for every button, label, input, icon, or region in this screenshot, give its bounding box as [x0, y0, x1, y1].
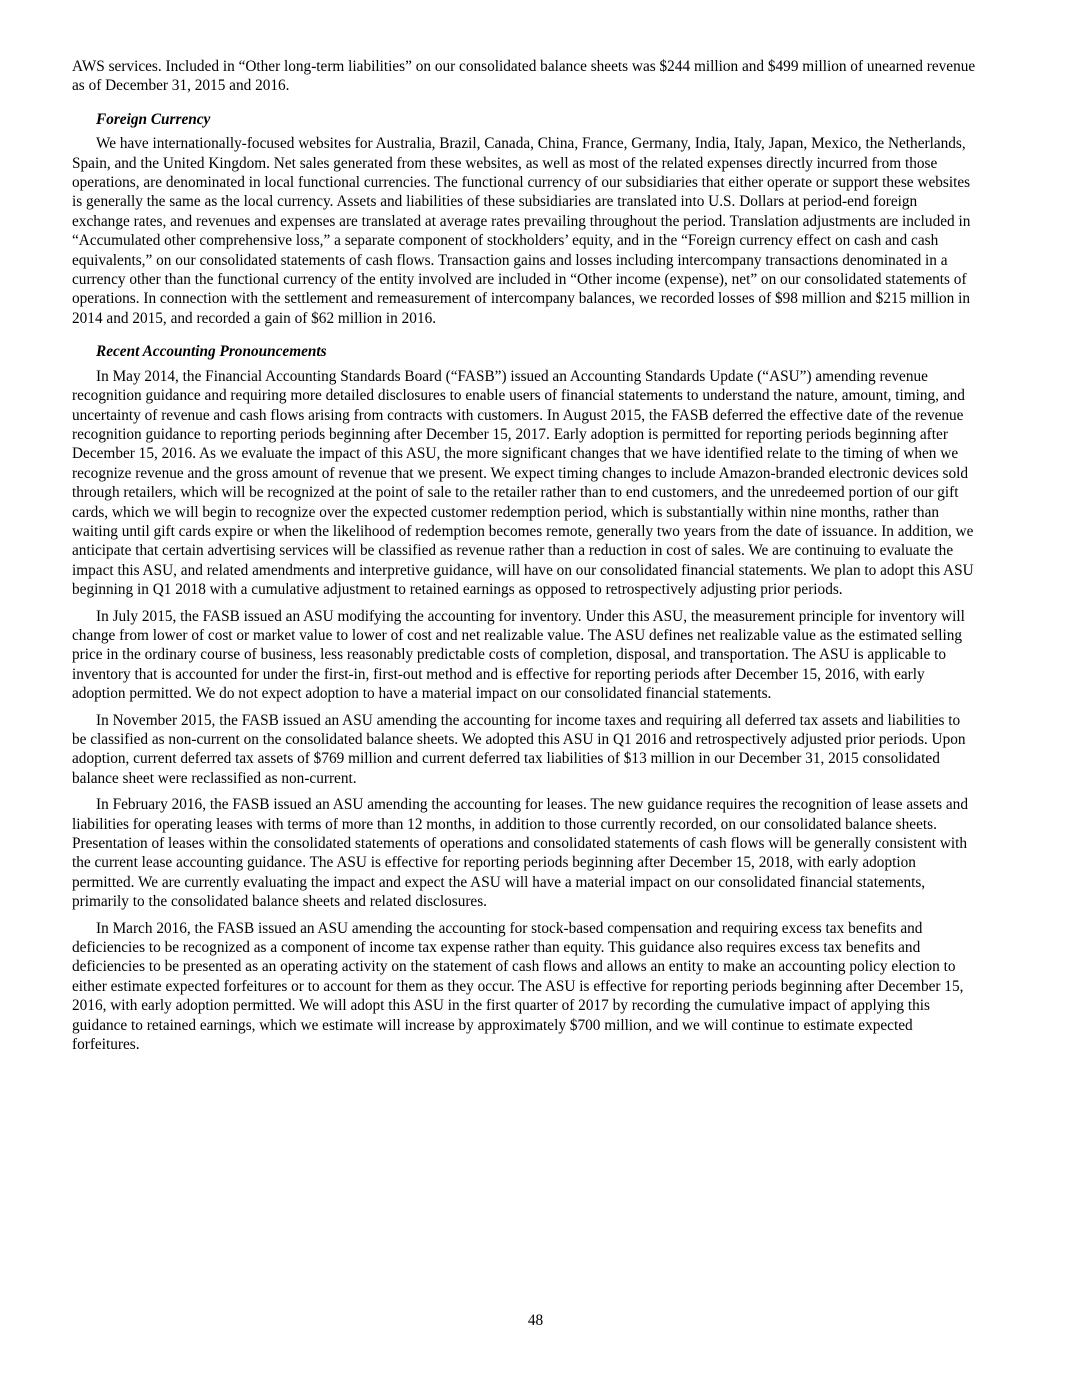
section-heading: Foreign Currency: [96, 110, 211, 128]
section-heading: Recent Accounting Pronouncements: [96, 343, 327, 361]
paragraph: In May 2014, the Financial Accounting Standards Board (“FASB”) issued an Accounting Standards Update (“ASU”) amending revenue recognition guidance and requiring more detailed disclosures to enable users of financial statements to understand the nature, amount, timing, and uncertainty of revenue and cash flows arising from contracts with customers. In August 2015, the FASB deferred the effective date of the revenue recognition guidance to reporting periods beginning after December 15, 2017. Early adoption is permitted for reporting periods beginning after December 15, 2016. As we evaluate the impact of this ASU, the more significant changes that we have identified relate to the timing of when we recognize revenue and the gross amount of revenue that we present. We expect timing changes to include Amazon-branded electronic devices sold through retailers, which will be recognized at the point of sale to the retailer rather than to end customers, and the unredeemed portion of our gift cards, which we will begin to recognize over the expected customer redemption period, which is substantially within nine months, rather than waiting until gift cards expire or when the likelihood of redemption becomes remote, generally two years from the date of issuance. In addition, we anticipate that certain advertising services will be classified as revenue rather than a reduction in cost of sales. We are continuing to evaluate the impact this ASU, and related amendments and interpretive guidance, will have on our consolidated financial statements. We plan to adopt this ASU beginning in Q1 2018 with a cumulative adjustment to retained earnings as opposed to retrospectively adjusting prior periods.: [72, 367, 974, 599]
section-recent-accounting-pronouncements: [72, 342, 977, 1054]
paragraph: In July 2015, the FASB issued an ASU modifying the accounting for inventory. Under this ASU, the measurement principle for inventory will change from lower of cost or market value to lower of cost and net realizable value. The ASU defines net realizable value as the estimated selling price in the ordinary course of business, less reasonably predictable costs of completion, disposal, and transportation. The ASU is applicable to inventory that is accounted for under the first-in, first-out method and is effective for reporting periods after December 15, 2016, with early adoption permitted. We do not expect adoption to have a material impact on our consolidated financial statements.: [72, 607, 965, 703]
paragraph: In November 2015, the FASB issued an ASU amending the accounting for income taxes and requiring all deferred tax assets and liabilities to be classified as non-current on the consolidated balance sheets. We adopted this ASU in Q1 2016 and retrospectively adjusted prior periods. Upon adoption, current deferred tax assets of $769 million and current deferred tax liabilities of $13 million in our December 31, 2015 consolidated balance sheet were reclassified as non-current.: [72, 711, 966, 787]
paragraph: In March 2016, the FASB issued an ASU amending the accounting for stock-based compensation and requiring excess tax benefits and deficiencies to be recognized as a component of income tax expense rather than equity. This guidance also requires excess tax benefits and deficiencies to be presented as an operating activity on the statement of cash flows and allows an entity to make an accounting policy election to either estimate expected forfeitures or to account for them as they occur. The ASU is effective for reporting periods beginning after December 15, 2016, with early adoption permitted. We will adopt this ASU in the first quarter of 2017 by recording the cumulative impact of applying this guidance to retained earnings, which we estimate will increase by approximately $700 million, and we will continue to estimate expected forfeitures.: [72, 919, 964, 1054]
paragraph: We have internationally-focused websites for Australia, Brazil, Canada, China, France, Germany, India, Italy, Japan, Mexico, the Netherlands, Spain, and the United Kingdom. Net sales generated from these websites, as well as most of the related expenses directly incurred from those operations, are denominated in local functional currencies. The functional currency of our subsidiaries that either operate or support these websites is generally the same as the local currency. Assets and liabilities of these subsidiaries are translated into U.S. Dollars at period-end foreign exchange rates, and revenues and expenses are translated at average rates prevailing throughout the period. Translation adjustments are included in “Accumulated other comprehensive loss,” a separate component of stockholders’ equity, and in the “Foreign currency effect on cash and cash equivalents,” on our consolidated statements of cash flows. Transaction gains and losses including intercompany transactions denominated in a currency other than the functional currency of the entity involved are included in “Other income (expense), net” on our consolidated statements of operations. In connection with the settlement and remeasurement of intercompany balances, we recorded losses of $98 million and $215 million in 2014 and 2015, and recorded a gain of $62 million in 2016.: [72, 135, 971, 327]
section-foreign-currency: [72, 110, 977, 328]
document-page: [72, 57, 977, 1062]
page-number: 48: [527, 1312, 544, 1329]
paragraph: In February 2016, the FASB issued an ASU amending the accounting for leases. The new guidance requires the recognition of lease assets and liabilities for operating leases with terms of more than 12 months, in addition to those currently recorded, on our consolidated balance sheets. Presentation of leases within the consolidated statements of operations and consolidated statements of cash flows will be generally consistent with the current lease accounting guidance. The ASU is effective for reporting periods beginning after December 15, 2018, with early adoption permitted. We are currently evaluating the impact and expect the ASU will have a material impact on our consolidated financial statements, primarily to the consolidated balance sheets and related disclosures.: [72, 796, 968, 911]
continuation-paragraph: AWS services. Included in “Other long-term liabilities” on our consolidated balance sheets was $244 million and $499 million of unearned revenue as of December 31, 2015 and 2016.: [72, 58, 976, 95]
